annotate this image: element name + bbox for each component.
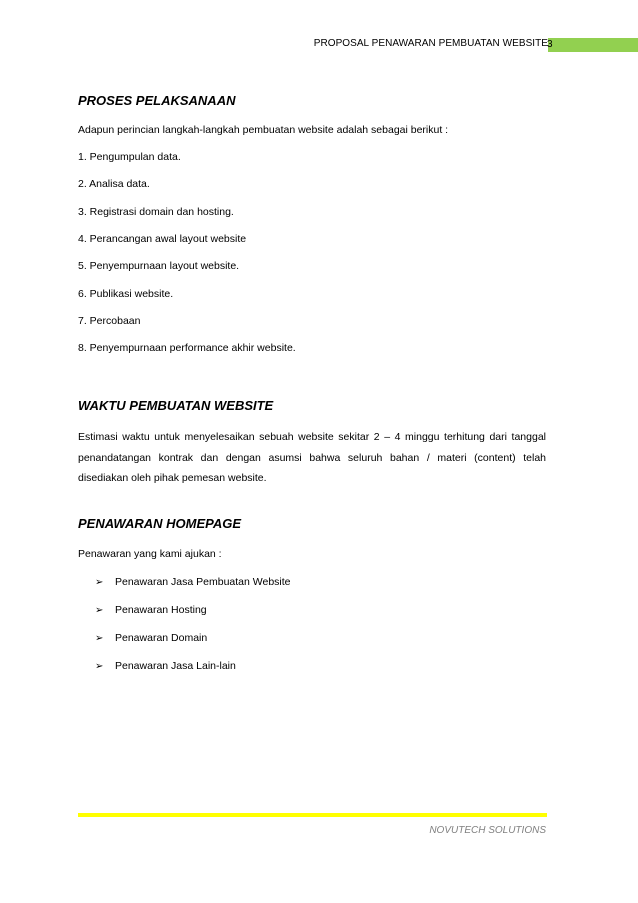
arrow-bullet-icon: ➢: [95, 632, 104, 644]
penawaran-intro: Penawaran yang kami ajukan :: [78, 548, 222, 560]
list-item: [95, 660, 236, 672]
offer-label: Penawaran Jasa Pembuatan Website: [115, 576, 291, 588]
footer-rule: [78, 813, 547, 817]
page-header-title: PROPOSAL PENAWARAN PEMBUATAN WEBSITE: [313, 38, 548, 49]
proses-intro: Adapun perincian langkah-langkah pembuatan website adalah sebagai berikut :: [78, 124, 449, 136]
waktu-line: penandatangan kontrak dan dengan asumsi bahwa seluruh bahan / materi (content) telah: [78, 451, 546, 464]
step-item: 3. Registrasi domain dan hosting.: [78, 206, 234, 218]
waktu-line: disediakan oleh pihak pemesan website.: [78, 472, 267, 484]
step-item: 1. Pengumpulan data.: [78, 151, 181, 163]
arrow-bullet-icon: ➢: [95, 604, 104, 616]
list-item: [95, 632, 207, 644]
step-item: 4. Perancangan awal layout website: [78, 233, 247, 245]
offer-label: Penawaran Hosting: [115, 604, 207, 616]
offer-label: Penawaran Jasa Lain-lain: [115, 660, 236, 672]
step-item: 7. Percobaan: [78, 315, 141, 327]
list-item: [95, 604, 207, 616]
section-heading-waktu: WAKTU PEMBUATAN WEBSITE: [78, 398, 274, 413]
waktu-paragraph: [78, 427, 546, 489]
page-number: 3: [547, 39, 553, 50]
step-item: 8. Penyempurnaan performance akhir website.: [78, 342, 296, 354]
footer-company: NOVUTECH SOLUTIONS: [429, 825, 546, 836]
page-number-badge: [548, 38, 638, 52]
arrow-bullet-icon: ➢: [95, 576, 104, 588]
arrow-bullet-icon: ➢: [95, 660, 104, 672]
section-heading-proses: PROSES PELAKSANAAN: [78, 93, 236, 108]
step-item: 5. Penyempurnaan layout website.: [78, 260, 240, 272]
waktu-line: Estimasi waktu untuk menyelesaikan sebuah website sekitar 2 – 4 minggu terhitung dari tanggal: [78, 431, 546, 443]
list-item: [95, 576, 291, 588]
offer-label: Penawaran Domain: [115, 632, 208, 644]
section-heading-penawaran: PENAWARAN HOMEPAGE: [78, 516, 241, 531]
step-item: 2. Analisa data.: [78, 178, 150, 190]
step-item: 6. Publikasi website.: [78, 288, 174, 300]
